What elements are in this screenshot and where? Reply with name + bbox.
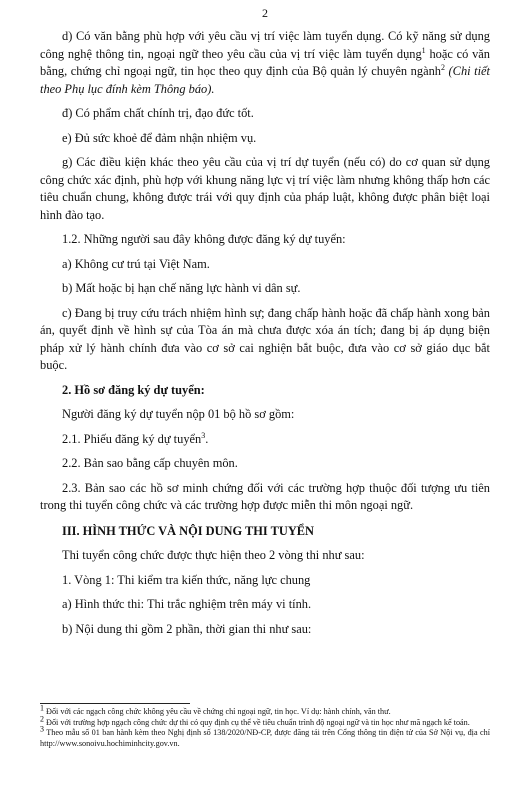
footnote-2-text: Đối với trường hợp ngạch công chức dự thi có quy định cụ thể về tiêu chuẩn trình độ ngoại ngữ và tin học như mã ngạch kế toán. <box>44 717 470 727</box>
paragraph-e: e) Đủ sức khoẻ để đảm nhận nhiệm vụ. <box>62 130 257 145</box>
footnote-ref-3: 3 <box>201 430 206 440</box>
round-1-b: b) Nội dung thi gồm 2 phần, thời gian thi như sau: <box>62 621 312 636</box>
heading-section-2: 2. Hồ sơ đăng ký dự tuyển: <box>62 382 205 397</box>
page-number: 2 <box>262 6 268 20</box>
footnote-2-number: 2 <box>40 713 44 723</box>
footnote-ref-1: 1 <box>421 45 426 55</box>
section-2-1 <box>40 431 490 449</box>
section-1-2: 1.2. Những người sau đây không được đăng ký dự tuyển: <box>62 232 346 246</box>
document-body <box>40 28 490 638</box>
paragraph-d-text: d) Có văn bằng phù hợp với yêu cầu vị trí việc làm tuyển dụng. Có kỹ năng sử dụng công nghệ thông tin, ngoại ngữ theo yêu cầu của vị trí việc làm tuyển dụng <box>40 29 490 61</box>
section-2-2: 2.2. Bản sao bằng cấp chuyên môn. <box>62 456 238 470</box>
section-2-1-text: 2.1. Phiếu đăng ký dự tuyển <box>62 431 202 446</box>
section-2-1-end: . <box>205 431 209 446</box>
heading-section-III: III. HÌNH THỨC VÀ NỘI DUNG THI TUYỂN <box>62 523 314 538</box>
footnote-3-number: 3 <box>40 724 44 734</box>
section-1-2-b: b) Mất hoặc bị hạn chế năng lực hành vi dân sự. <box>62 281 301 295</box>
footnote-3-text: Theo mẫu số 01 ban hành kèm theo Nghị định số 138/2020/NĐ-CP, được đăng tải trên Cổng thông tin điện tử của Sở Nội vụ, địa chỉ http://www.sonoivu.hochiminhcity.gov.vn. <box>40 728 490 748</box>
footnote-1 <box>40 703 490 718</box>
section-1-2-c: c) Đang bị truy cứu trách nhiệm hình sự; đang chấp hành hoặc đã chấp hành xong bản án, quyết định về hình sự của Tòa án mà chưa được xóa án tích; đang bị áp dụng biện pháp xử lý hành chính đưa vào cơ sở cai nghiện bắt buộc, đưa vào cơ sở giáo dục bắt buộc. <box>40 305 490 372</box>
footnote-2 <box>40 713 490 729</box>
footnote-ref-2: 2 <box>440 62 445 72</box>
footnote-1-number: 1 <box>40 703 44 713</box>
round-1-a: a) Hình thức thi: Thi trắc nghiệm trên máy vi tính. <box>62 597 312 611</box>
footnote-divider <box>40 703 190 704</box>
paragraph-dd: đ) Có phẩm chất chính trị, đạo đức tốt. <box>62 106 254 120</box>
section-2-3: 2.3. Bản sao các hồ sơ minh chứng đối với các trường hợp thuộc đối tượng ưu tiên trong thi tuyển công chức và các trường hợp được miễn thi môn ngoại ngữ. <box>40 480 490 512</box>
round-1-title: 1. Vòng 1: Thi kiểm tra kiến thức, năng lực chung <box>62 572 311 587</box>
section-1-2-a: a) Không cư trú tại Việt Nam. <box>62 256 210 271</box>
footnote-1-text: Đối với các ngạch công chức không yêu cầu về chứng chỉ ngoại ngữ, tin học. Ví dụ: hành chính, văn thư. <box>44 707 391 716</box>
section-2-intro: Người đăng ký dự tuyển nộp 01 bộ hồ sơ gồm: <box>62 407 295 421</box>
section-III-intro: Thi tuyển công chức được thực hiện theo 2 vòng thi như sau: <box>62 548 365 562</box>
paragraph-d-text-2: hoặc có văn bằng, chứng chỉ ngoại ngữ, tin học theo quy định của Bộ quản lý chuyên ngành <box>40 46 490 78</box>
paragraph-d <box>40 28 490 98</box>
footnotes <box>40 703 490 749</box>
paragraph-d-note: (Chi tiết theo Phụ lục đính kèm Thông báo). <box>40 64 490 96</box>
footnote-3 <box>40 724 490 749</box>
paragraph-g: g) Các điều kiện khác theo yêu cầu của vị trí dự tuyển (nếu có) do cơ quan sử dụng công chức xác định, phù hợp với khung năng lực vị trí việc làm nhưng không thấp hơn các tiêu chuẩn chung, không được trái với quy định của pháp luật, không được phân biệt loại hình đào tạo. <box>40 155 490 222</box>
